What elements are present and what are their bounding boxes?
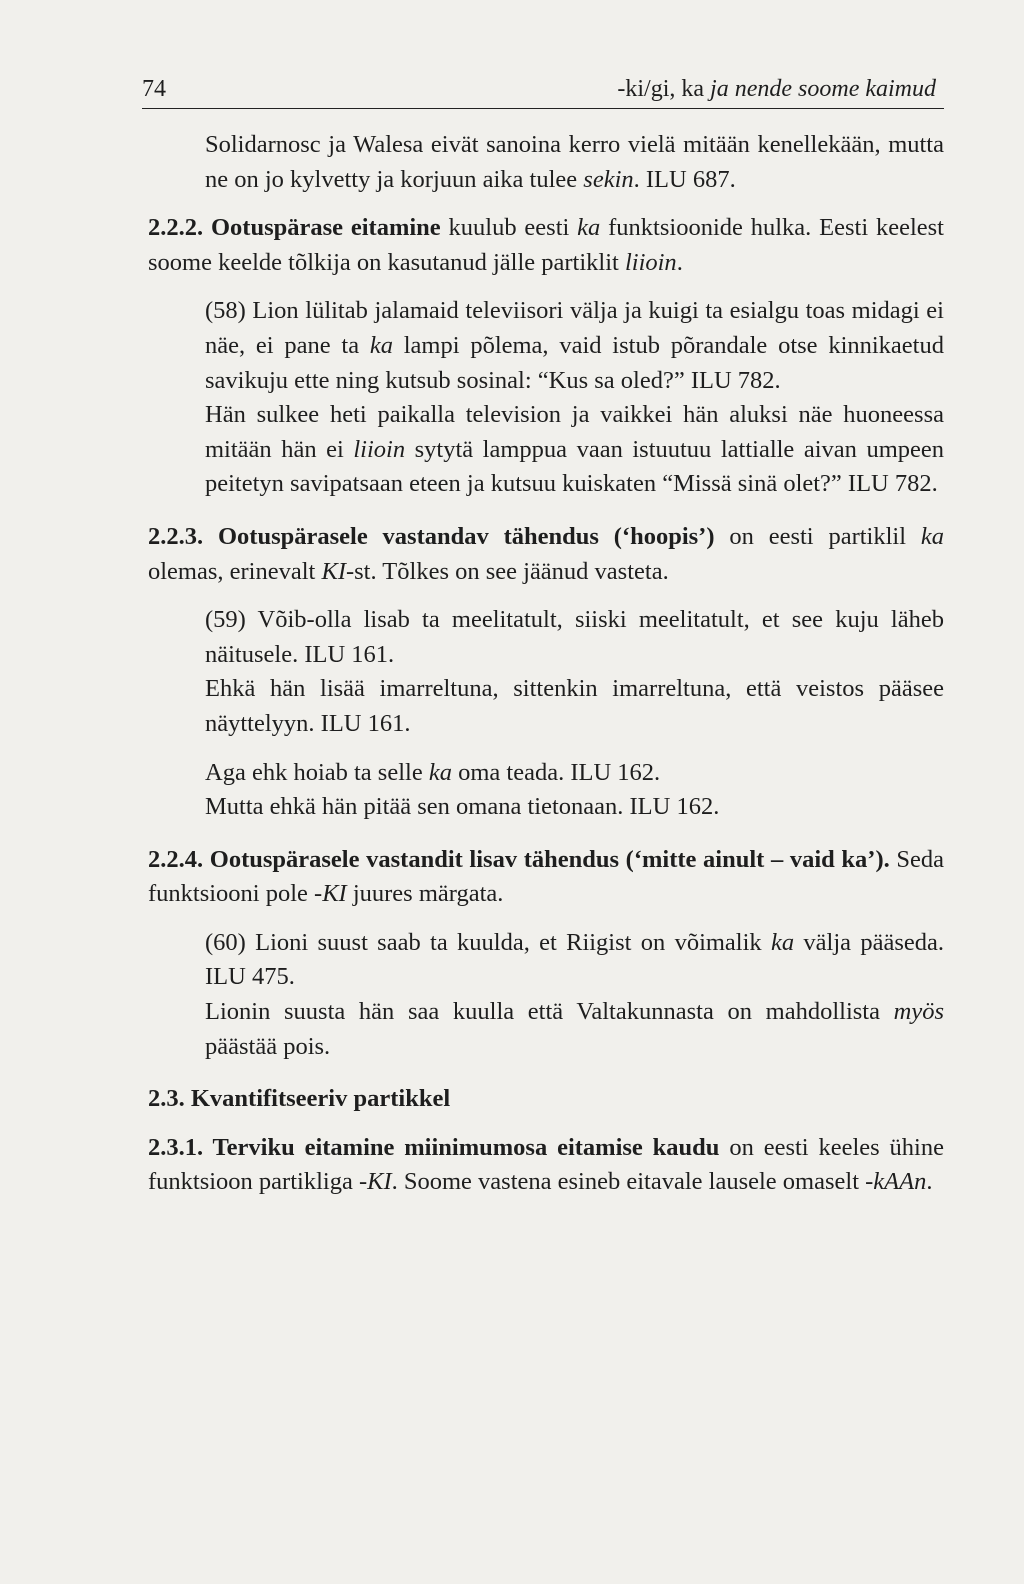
section-number: 2.3.1. [148, 1133, 204, 1161]
section-number: 2.2.4. [148, 845, 204, 873]
paragraph-solidarnosc: Solidarnosc ja Walesa eivät sanoina kerro vielä mitään kenellekään, mutta ne on jo kylvetty ja korjuun aika tulee sekin. ILU 687. [205, 131, 944, 193]
page-header [142, 72, 944, 109]
page-number: 74 [142, 76, 166, 102]
example-60-finnish: Lionin suusta hän saa kuulla että Valtakunnasta on mahdollista myös päästää pois. [205, 998, 944, 1060]
section-title: Ootuspärasele vastandit lisav tähendus (‘mitte ainult – vaid ka’). [203, 845, 890, 873]
example-59: (59) Võib-olla lisab ta meelitatult, siiski meelitatult, et see kuju läheb näitusele. ILU 161. [205, 606, 944, 668]
section-number: 2.2.2. [148, 214, 204, 242]
example-59-finnish: Ehkä hän lisää imarreltuna, sittenkin imarreltuna, että veistos pääsee näyttelyyn. ILU 161. [205, 675, 944, 737]
section-2-2-3: 2.2.3. Ootuspärasele vastandav tähendus (‘hoopis’) on eesti partiklil ka olemas, erinevalt KI-st. Tõlkes on see jäänud vasteta. [148, 522, 944, 585]
section-title: Ootuspärasele vastandav tähendus (‘hoopis’) [203, 522, 715, 550]
example-58-finnish: Hän sulkee heti paikalla television ja vaikkei hän aluksi näe huoneessa mitään hän ei liioin sytytä lamppua vaan istuutuu lattialle aivan umpeen peitetyn savipatsaan eteen ja kutsuu kuiskaten “Missä sinä olet?” ILU 782. [205, 401, 944, 498]
section-2-2-4: 2.2.4. Ootuspärasele vastandit lisav tähendus (‘mitte ainult – vaid ka’). Seda funktsiooni pole -KI juures märgata. [148, 845, 944, 908]
example-59b: Aga ehk hoiab ta selle ka oma teada. ILU 162. [205, 758, 661, 786]
section-number: 2.2.3. [148, 522, 204, 550]
section-2-2-2: 2.2.2. Ootuspärase eitamine kuulub eesti ka funktsioonide hulka. Eesti keelest soome keelde tõlkija on kasutanud jälle partiklit liioin. [148, 214, 944, 276]
example-59b-finnish: Mutta ehkä hän pitää sen omana tietonaan. ILU 162. [205, 793, 720, 821]
section-2-3-heading: 2.3. Kvantifitseeriv partikkel [148, 1085, 451, 1113]
section-2-3-1: 2.3.1. Terviku eitamine miinimumosa eitamise kaudu on eesti keeles ühine funktsioon partikliga -KI. Soome vastena esineb eitavale lausele omaselt -kAAn. [148, 1133, 944, 1196]
section-title: Terviku eitamine miinimumosa eitamise kaudu [203, 1133, 720, 1161]
example-58: (58) Lion lülitab jalamaid televiisori välja ja kuigi ta esialgu toas midagi ei näe, ei pane ta ka lampi põlema, vaid istub põrandale otse kinnikaetud savikuju ette ning kutsub sosinal: “Kus sa oled?” ILU 782. [205, 297, 944, 394]
section-title: Ootuspärase eitamine [203, 214, 441, 242]
running-head: -ki/gi, ka ja nende soome kaimud [617, 76, 936, 102]
example-60: (60) Lioni suust saab ta kuulda, et Riigist on võimalik ka välja pääseda. ILU 475. [205, 928, 944, 991]
page-body [148, 128, 944, 1200]
